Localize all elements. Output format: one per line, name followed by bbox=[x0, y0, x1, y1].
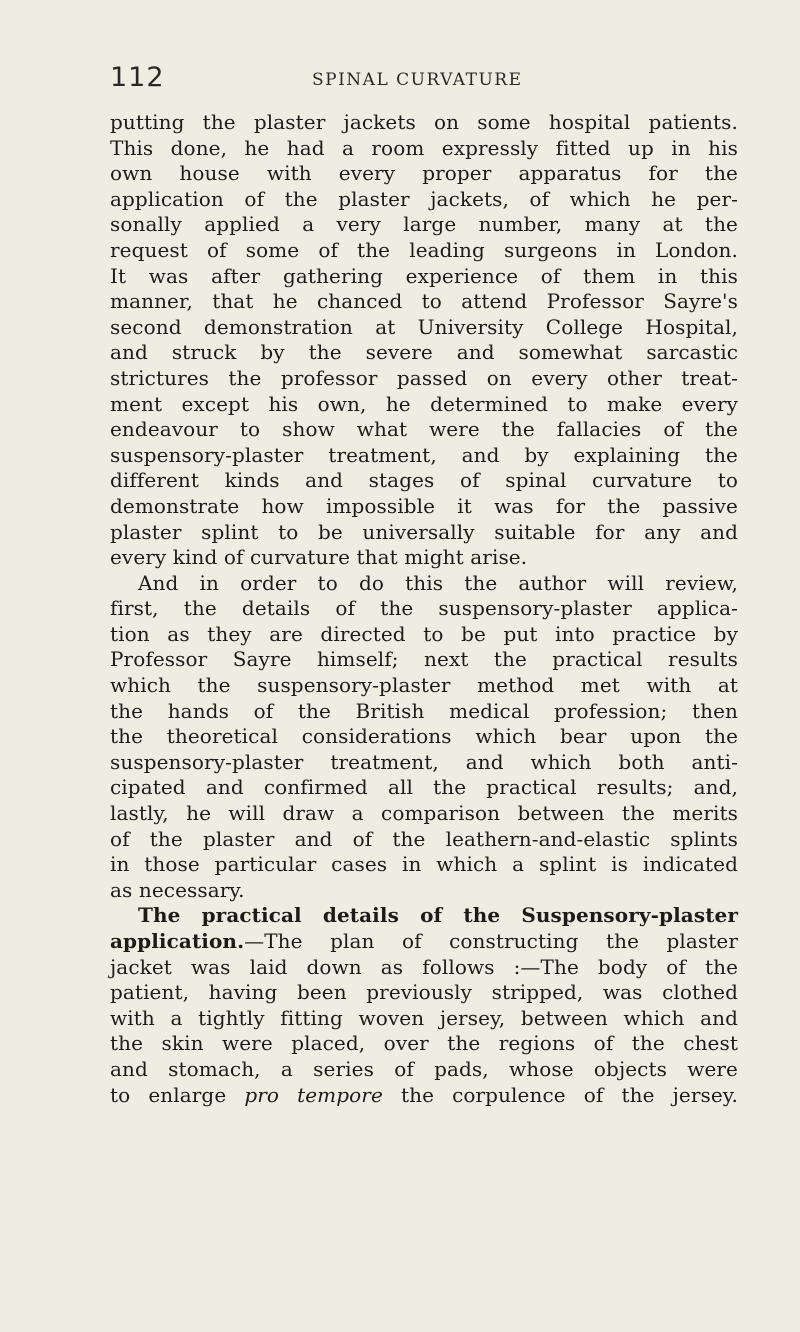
final-line-end: the corpulence of the jersey. bbox=[382, 1082, 738, 1107]
text-line: manner, that he chanced to attend Professor Sayre's bbox=[110, 289, 738, 314]
text-line: second demonstration at University College Hospital, bbox=[110, 314, 738, 339]
running-head bbox=[110, 62, 730, 98]
text-line: in those particular cases in which a splint is indicated bbox=[110, 852, 738, 877]
body-text bbox=[110, 110, 738, 1108]
text-line: suspensory-plaster treatment, and which both anti- bbox=[110, 749, 738, 774]
italic-phrase: pro tempore bbox=[244, 1082, 383, 1107]
text-line: different kinds and stages of spinal curvature to bbox=[110, 468, 738, 493]
text-line: endeavour to show what were the fallacies of the bbox=[110, 417, 738, 442]
text-line: of the plaster and of the leathern-and-elastic splints bbox=[110, 826, 738, 851]
text-line: jacket was laid down as follows :—The body of the bbox=[110, 954, 738, 979]
page-number: 112 bbox=[110, 62, 165, 93]
section-heading: The practical details of the Suspensory-plaster bbox=[138, 903, 738, 928]
section-heading-continuation bbox=[110, 929, 738, 955]
text-line: It was after gathering experience of them in this bbox=[110, 263, 738, 288]
text-line: request of some of the leading surgeons in London. bbox=[110, 237, 738, 262]
text-line: the theoretical considerations which bear upon the bbox=[110, 724, 738, 749]
text-line: plaster splint to be universally suitable for any and bbox=[110, 519, 738, 544]
text-line: Professor Sayre himself; next the practical results bbox=[110, 647, 738, 672]
text-line: patient, having been previously stripped, was clothed bbox=[110, 980, 738, 1005]
final-line-start: to enlarge bbox=[110, 1082, 245, 1107]
text-line: ment except his own, he determined to make every bbox=[110, 391, 738, 416]
section-line-text: —The plan of constructing the plaster bbox=[244, 929, 738, 953]
text-line: own house with every proper apparatus for the bbox=[110, 161, 738, 186]
text-line: the hands of the British medical profession; then bbox=[110, 698, 738, 723]
paragraph-end-line: every kind of curvature that might arise. bbox=[110, 545, 528, 570]
paragraph-start-line: And in order to do this the author will review, bbox=[138, 570, 738, 595]
paragraph-end-line: as necessary. bbox=[110, 877, 245, 902]
running-title: SPINAL CURVATURE bbox=[312, 70, 523, 90]
section-heading-end: application. bbox=[110, 929, 245, 953]
text-line: sonally applied a very large number, many at the bbox=[110, 212, 738, 237]
text-line: cipated and confirmed all the practical results; and, bbox=[110, 775, 738, 800]
text-line: lastly, he will draw a comparison between the merits bbox=[110, 801, 738, 826]
text-line: application of the plaster jackets, of which he per- bbox=[110, 186, 738, 211]
final-line bbox=[110, 1083, 738, 1109]
text-line: and struck by the severe and somewhat sarcastic bbox=[110, 340, 738, 365]
text-line: suspensory-plaster treatment, and by explaining the bbox=[110, 442, 738, 467]
text-line: demonstrate how impossible it was for the passive bbox=[110, 493, 738, 518]
text-line: which the suspensory-plaster method met with at bbox=[110, 673, 738, 698]
text-line: first, the details of the suspensory-plaster applica- bbox=[110, 596, 738, 621]
text-line: putting the plaster jackets on some hospital patients. bbox=[110, 110, 738, 134]
text-line: tion as they are directed to be put into practice by bbox=[110, 621, 738, 646]
text-line: and stomach, a series of pads, whose objects were bbox=[110, 1056, 738, 1081]
text-line: the skin were placed, over the regions of the chest bbox=[110, 1031, 738, 1056]
text-line: This done, he had a room expressly fitted up in his bbox=[110, 135, 738, 160]
text-line: strictures the professor passed on every other treat- bbox=[110, 365, 738, 390]
text-line: with a tightly fitting woven jersey, between which and bbox=[110, 1005, 738, 1030]
